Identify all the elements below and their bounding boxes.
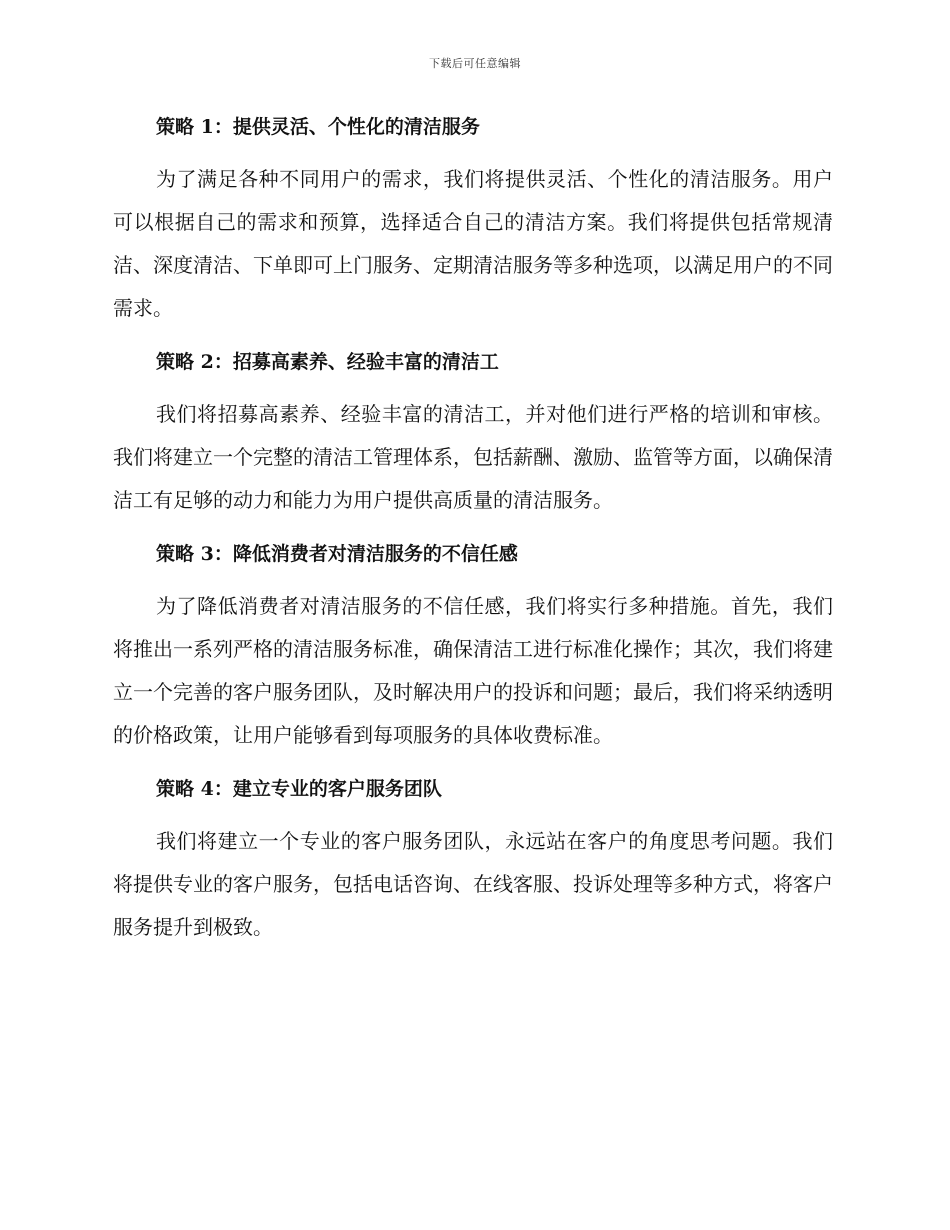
page-header: 下载后可任意编辑 xyxy=(429,57,521,70)
section-heading-1: 策略 1：提供灵活、个性化的清洁服务 xyxy=(156,116,480,138)
section-paragraph-3: 为了降低消费者对清洁服务的不信任感，我们将实行多种措施。首先，我们将推出一系列严格的清洁服务标准，确保清洁工进行标准化操作；其次，我们将建立一个完善的客户服务团队，及时解决用户的投诉和问题；最后，我们将采纳透明的价格政策，让用户能够看到每项服务的具体收费标准。 xyxy=(113,594,833,747)
section-paragraph-2: 我们将招募高素养、经验丰富的清洁工，并对他们进行严格的培训和审核。我们将建立一个完整的清洁工管理体系，包括薪酬、激励、监管等方面，以确保清洁工有足够的动力和能力为用户提供高质量的清洁服务。 xyxy=(113,402,833,512)
section-paragraph-4: 我们将建立一个专业的客户服务团队，永远站在客户的角度思考问题。我们将提供专业的客户服务，包括电话咨询、在线客服、投诉处理等多种方式，将客户服务提升到极致。 xyxy=(113,829,833,939)
section-heading-4: 策略 4：建立专业的客户服务团队 xyxy=(156,778,442,800)
section-paragraph-1: 为了满足各种不同用户的需求，我们将提供灵活、个性化的清洁服务。用户可以根据自己的需求和预算，选择适合自己的清洁方案。我们将提供包括常规清洁、深度清洁、下单即可上门服务、定期清洁服务等多种选项，以满足用户的不同需求。 xyxy=(113,167,833,320)
document-body xyxy=(113,108,833,949)
section-heading-2: 策略 2：招募高素养、经验丰富的清洁工 xyxy=(156,351,499,373)
section-heading-3: 策略 3：降低消费者对清洁服务的不信任感 xyxy=(156,543,518,565)
